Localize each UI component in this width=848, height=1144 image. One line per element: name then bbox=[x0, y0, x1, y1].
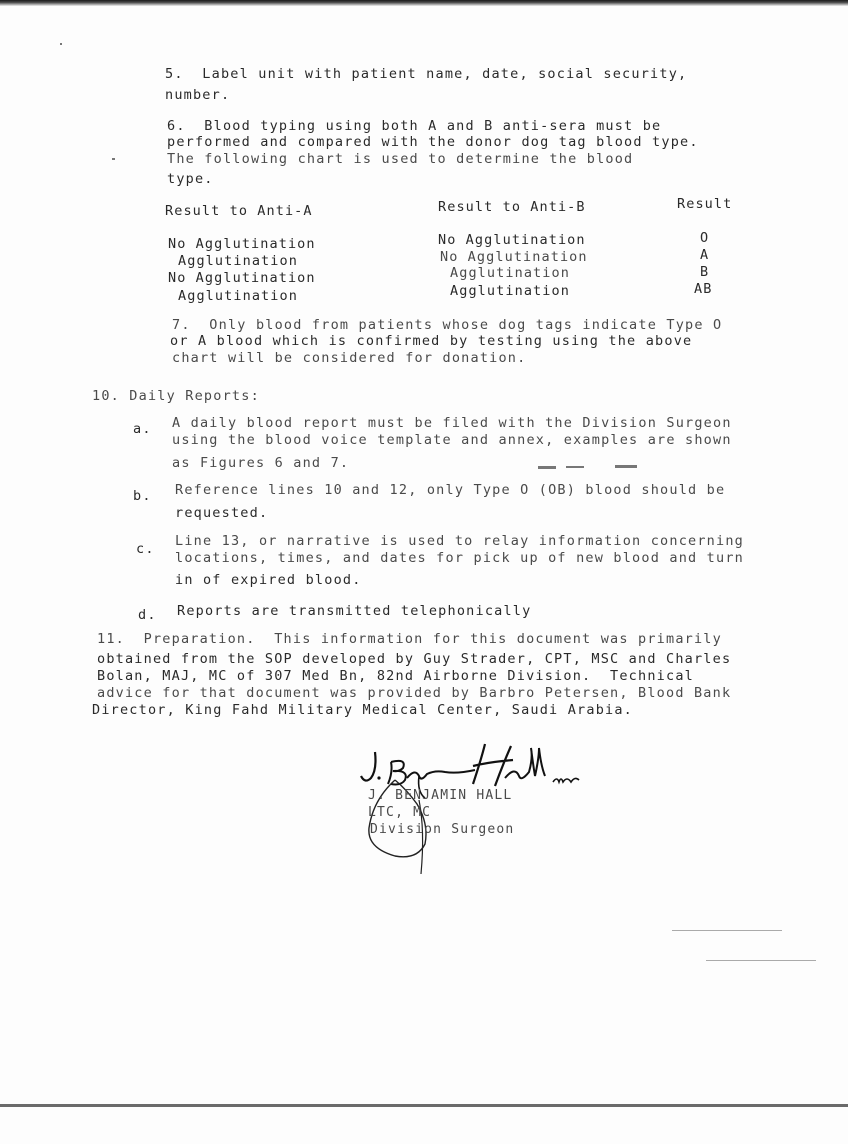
section-10b-line-2: requested. bbox=[175, 505, 269, 521]
signature-name: J. BENJAMIN HALL bbox=[368, 788, 513, 803]
item-6-line-1: 6. Blood typing using both A and B anti-sera must be bbox=[167, 118, 662, 134]
section-10c-line-2: locations, times, and dates for pick up of new blood and turn bbox=[175, 550, 744, 566]
item-6-line-2: performed and compared with the donor dog tag blood type. bbox=[167, 134, 699, 150]
item-7-line-3: chart will be considered for donation. bbox=[172, 350, 527, 366]
scan-artifact bbox=[538, 466, 556, 469]
section-10c-line-1: Line 13, or narrative is used to relay information concerning bbox=[175, 533, 744, 549]
scan-bottom-edge bbox=[0, 1104, 848, 1107]
section-10c-marker: c. bbox=[136, 541, 155, 557]
table-row-1-anti-a: No Agglutination bbox=[168, 236, 316, 252]
table-row-4-anti-a: Agglutination bbox=[178, 288, 298, 304]
table-row-4-result: AB bbox=[694, 281, 713, 297]
table-header-anti-b: Result to Anti-B bbox=[438, 199, 586, 215]
scan-artifact bbox=[566, 466, 584, 468]
section-10a-marker: a. bbox=[133, 421, 152, 437]
section-10d-line-1: Reports are transmitted telephonically bbox=[177, 603, 532, 619]
item-6-line-3: The following chart is used to determine the blood bbox=[167, 151, 634, 167]
section-11-line-5: Director, King Fahd Military Medical Center, Saudi Arabia. bbox=[92, 702, 634, 718]
item-7-line-1: 7. Only blood from patients whose dog tags indicate Type O bbox=[172, 317, 723, 333]
table-row-1-result: O bbox=[700, 230, 710, 246]
section-11-line-2: obtained from the SOP developed by Guy Strader, CPT, MSC and Charles bbox=[97, 651, 732, 667]
section-11-line-1: 11. Preparation. This information for this document was primarily bbox=[97, 631, 722, 647]
section-10b-marker: b. bbox=[133, 488, 152, 504]
section-10a-line-3: as Figures 6 and 7. bbox=[172, 455, 350, 471]
table-row-2-result: A bbox=[700, 247, 710, 263]
table-row-3-anti-a: No Agglutination bbox=[168, 270, 316, 286]
item-6-line-4: type. bbox=[167, 171, 214, 187]
scan-artifact bbox=[706, 960, 816, 961]
signature-rank: LTC, MC bbox=[368, 805, 432, 820]
table-row-2-anti-b: No Agglutination bbox=[440, 249, 588, 265]
table-row-2-anti-a: Agglutination bbox=[178, 253, 298, 269]
table-row-3-result: B bbox=[700, 264, 710, 280]
section-10-heading: 10. Daily Reports: bbox=[92, 388, 260, 404]
item-5-line-2: number. bbox=[165, 87, 231, 103]
signature-title: Division Surgeon bbox=[370, 822, 515, 837]
table-row-3-anti-b: Agglutination bbox=[450, 265, 570, 281]
section-10c-line-3: in of expired blood. bbox=[175, 572, 362, 588]
scan-artifact bbox=[615, 465, 637, 468]
table-row-1-anti-b: No Agglutination bbox=[438, 232, 586, 248]
scan-artifact bbox=[60, 43, 62, 45]
section-11-line-4: advice for that document was provided by Barbro Petersen, Blood Bank bbox=[97, 685, 732, 701]
section-10b-line-1: Reference lines 10 and 12, only Type O (OB) blood should be bbox=[175, 482, 726, 498]
scan-artifact bbox=[672, 930, 782, 931]
item-7-line-2: or A blood which is confirmed by testing using the above bbox=[170, 333, 693, 349]
scan-top-edge bbox=[0, 0, 848, 6]
section-11-line-3: Bolan, MAJ, MC of 307 Med Bn, 82nd Airborne Division. Technical bbox=[97, 668, 694, 684]
section-10a-line-1: A daily blood report must be filed with the Division Surgeon bbox=[172, 415, 732, 431]
table-header-anti-a: Result to Anti-A bbox=[165, 203, 313, 219]
table-header-result: Result bbox=[677, 196, 733, 212]
item-5-line-1: 5. Label unit with patient name, date, social security, bbox=[165, 66, 688, 82]
section-10a-line-2: using the blood voice template and annex, examples are shown bbox=[172, 432, 732, 448]
table-row-4-anti-b: Agglutination bbox=[450, 283, 570, 299]
section-10d-marker: d. bbox=[138, 607, 157, 623]
scan-artifact bbox=[112, 158, 115, 160]
